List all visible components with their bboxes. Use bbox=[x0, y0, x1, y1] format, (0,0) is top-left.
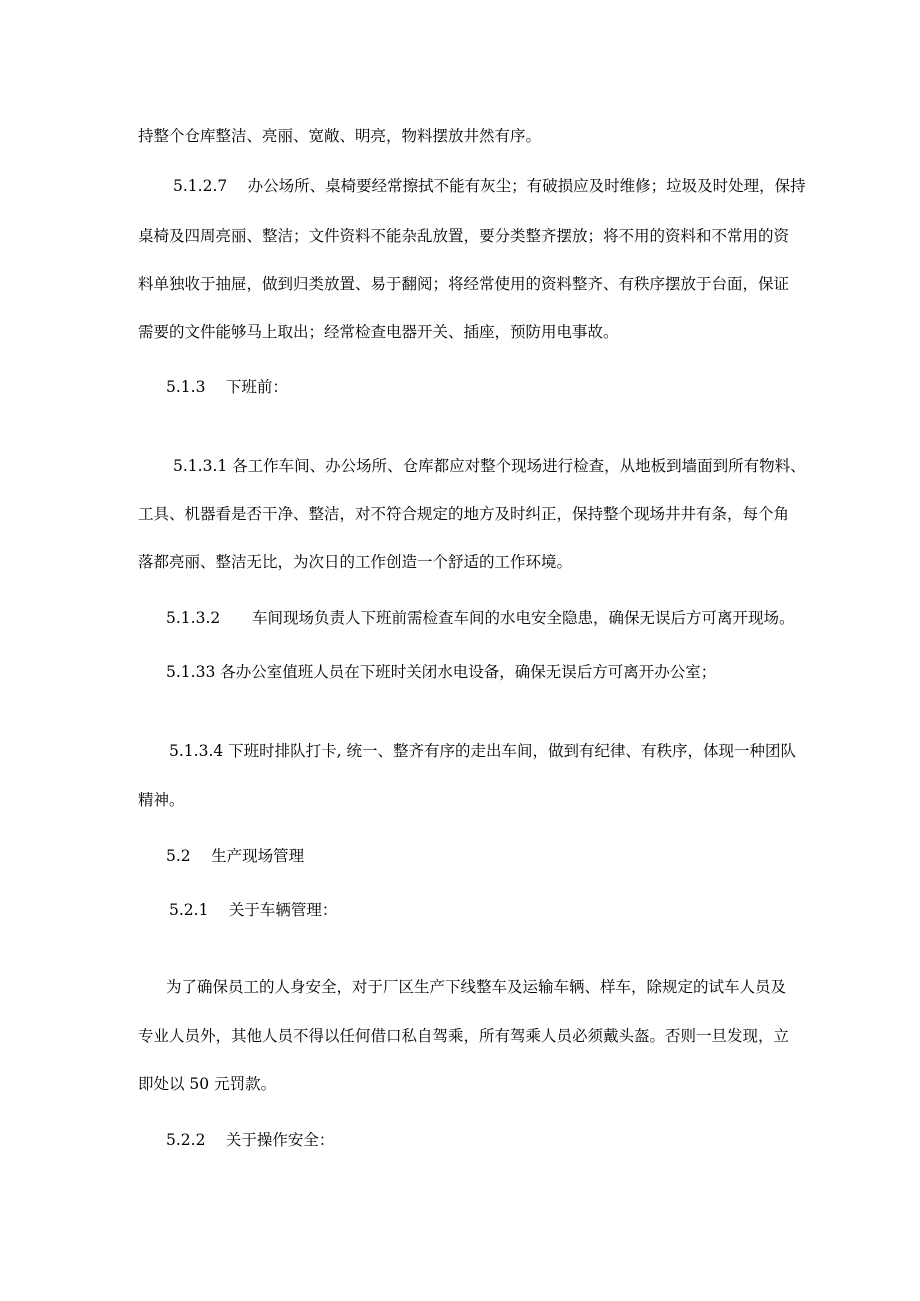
paragraph-line: 5.1.3.4 下班时排队打卡, 统一、整齐有序的走出车间，做到有纪律、有秩序，体现一种团队 bbox=[169, 742, 797, 760]
section-heading: 5.2 生产现场管理 bbox=[166, 847, 305, 865]
paragraph-line: 5.1.33 各办公室值班人员在下班时关闭水电设备，确保无误后方可离开办公室； bbox=[166, 663, 717, 681]
paragraph-line: 精神。 bbox=[138, 791, 185, 809]
paragraph-line: 料单独收于抽屉，做到归类放置、易于翻阅；将经常使用的资料整齐、有秩序摆放于台面，保证 bbox=[138, 275, 790, 293]
paragraph-line: 专业人员外，其他人员不得以任何借口私自驾乘，所有驾乘人员必须戴头盔。否则一旦发现，立 bbox=[138, 1027, 790, 1045]
paragraph-line: 车间现场负责人下班前需检查车间的水电安全隐患，确保无误后方可离开现场。 bbox=[252, 609, 795, 627]
paragraph-line: 5.1.2.7 办公场所、桌椅要经常擦拭不能有灰尘；有破损应及时维修；垃圾及时处理，保持 bbox=[173, 177, 806, 195]
paragraph-line: 持整个仓库整洁、亮丽、宽敞、明亮，物料摆放井然有序。 bbox=[138, 127, 542, 145]
paragraph-line: 桌椅及四周亮丽、整洁；文件资料不能杂乱放置，要分类整齐摆放；将不用的资料和不常用的资 bbox=[138, 227, 790, 245]
paragraph-line: 落都亮丽、整洁无比，为次日的工作创造一个舒适的工作环境。 bbox=[138, 553, 573, 571]
paragraph-line: 为了确保员工的人身安全，对于厂区生产下线整车及运输车辆、样车，除规定的试车人员及 bbox=[166, 978, 787, 996]
paragraph-line: 即处以 50 元罚款。 bbox=[138, 1075, 277, 1093]
section-heading: 5.2.1 关于车辆管理： bbox=[169, 901, 338, 919]
paragraph-line: 5.1.3.2 bbox=[166, 609, 221, 627]
paragraph-line: 工具、机器看是否干净、整洁，对不符合规定的地方及时纠正，保持整个现场井井有条，每个角 bbox=[138, 505, 790, 523]
section-heading: 5.1.3 下班前： bbox=[166, 378, 288, 396]
paragraph-line: 5.1.3.1 各工作车间、办公场所、仓库都应对整个现场进行检查，从地板到墙面到所有物料、 bbox=[173, 457, 806, 475]
paragraph-line: 需要的文件能够马上取出；经常检查电器开关、插座，预防用电事故。 bbox=[138, 323, 619, 341]
section-heading: 5.2.2 关于操作安全： bbox=[166, 1131, 335, 1149]
